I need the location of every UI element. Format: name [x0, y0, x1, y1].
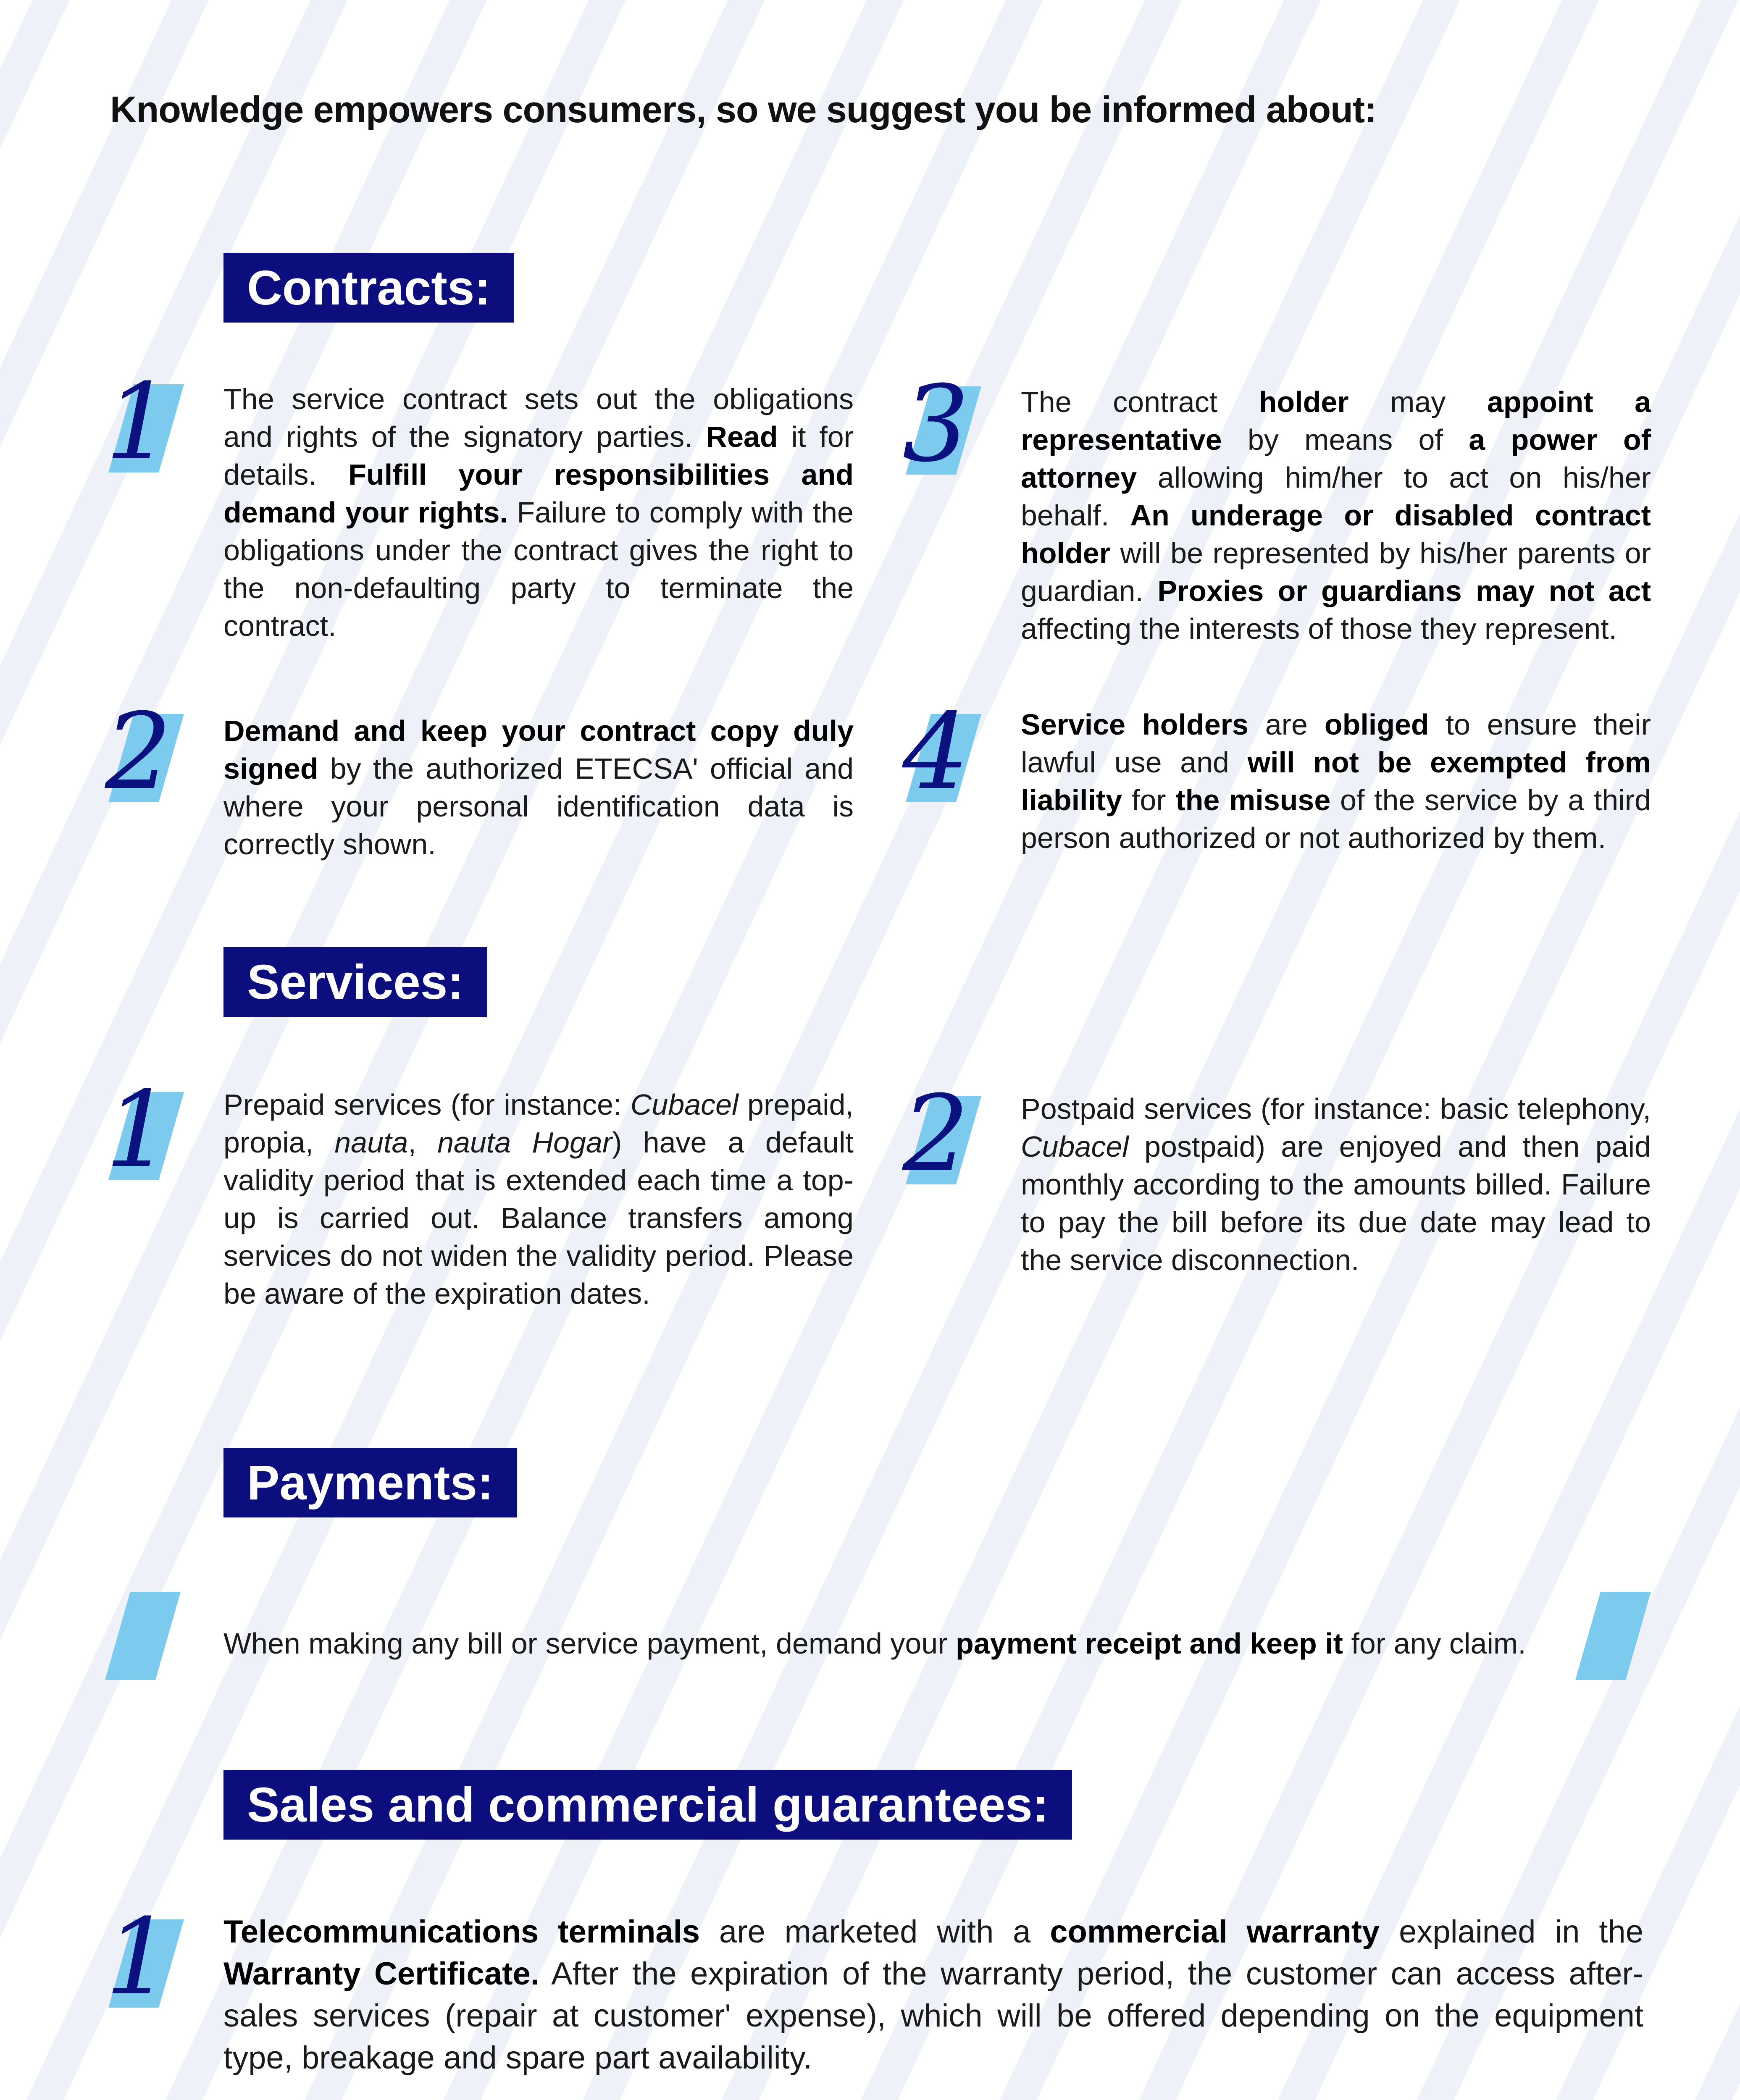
sales-item-1-number: 1: [105, 1896, 172, 2018]
services-header: Services:: [223, 947, 487, 1017]
services-item-1-number: 1: [105, 1068, 172, 1191]
contracts-item-1-number: 1: [105, 361, 172, 483]
services-item-1-marker: [105, 1068, 185, 1191]
payments-text: When making any bill or service payment, demand your payment receipt and keep it for any claim.: [223, 1627, 1526, 1660]
contracts-item-2-number: 2: [105, 690, 172, 813]
sales-header: Sales and commercial guarantees:: [223, 1770, 1072, 1840]
contracts-item-1-marker: [105, 361, 185, 483]
contracts-item-4-text: Service holders are obliged to ensure their lawful use and will not be exempted from liability for the misuse of the service by a third person authorized or not authorized by them.: [1021, 708, 1651, 854]
services-item-2-marker: [902, 1073, 982, 1195]
payments-header: Payments:: [223, 1448, 517, 1517]
contracts-item-3-text: The contract holder may appoint a representative by means of a power of attorney allowing him/her to act on his/her behalf. An underage or disabled contract holder will be represented by his/her parents or guardian. Proxies or guardians may not act affecting the interests of those they represent.: [1021, 386, 1651, 645]
contracts-item-1-text: The service contract sets out the obligations and rights of the signatory parties. Read it for details. Fulfill your responsibilities and demand your rights. Failure to comply with the obligations under the contract gives the right to the non-defaulting party to terminate the contract.: [223, 383, 854, 642]
services-item-2-text: Postpaid services (for instance: basic telephony, Cubacel postpaid) are enjoyed and then paid monthly according to the amounts billed. Failure to pay the bill before its due date may lead to the service disconnection.: [1021, 1092, 1651, 1276]
contracts-item-2-text: Demand and keep your contract copy duly signed by the authorized ETECSA' official and where your personal identification data is correctly shown.: [223, 714, 854, 861]
contracts-item-4-marker: [902, 690, 982, 813]
sales-item-1-text: Telecommunications terminals are marketed with a commercial warranty explained in the Warranty Certificate. After the expiration of the warranty period, the customer can access after-sales services (repair at customer' expense), which will be offered depending on the equipment type, breakage and spare part availability.: [223, 1914, 1643, 2076]
contracts-header: Contracts:: [223, 253, 514, 323]
contracts-item-3-number: 3: [902, 363, 970, 485]
sales-item-1-marker: [105, 1896, 185, 2018]
services-item-2-number: 2: [902, 1073, 970, 1195]
slash-icon: [1575, 1592, 1651, 1680]
contracts-item-2-marker: [105, 690, 185, 813]
services-item-1-text: Prepaid services (for instance: Cubacel prepaid, propia, nauta, nauta Hogar) have a default validity period that is extended each time a top-up is carried out. Balance transfers among services do not widen the validity period. Please be aware of the expiration dates.: [223, 1088, 854, 1310]
page-title: Knowledge empowers consumers, so we suggest you be informed about:: [110, 89, 1377, 130]
contracts-item-3-marker: [902, 363, 982, 485]
slash-icon: [105, 1592, 181, 1680]
contracts-item-4-number: 4: [902, 690, 970, 813]
